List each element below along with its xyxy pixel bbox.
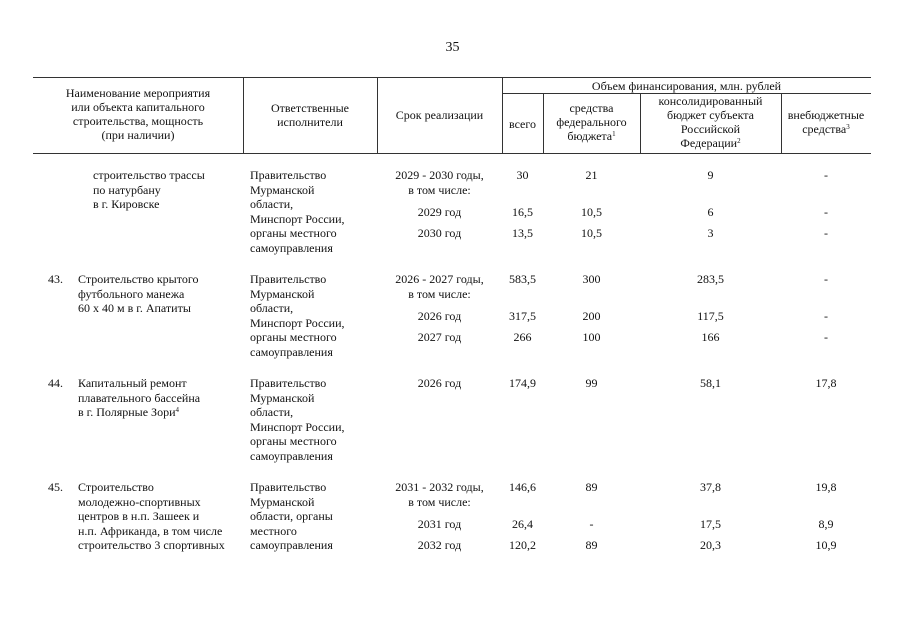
value-federal: 99: [585, 376, 598, 390]
value-extra: -: [824, 168, 828, 182]
value-total: 317,5: [509, 309, 536, 323]
row-period: 2026 год: [417, 309, 462, 323]
row-period: 2029 год: [417, 205, 462, 219]
value-extra: -: [824, 272, 828, 286]
footnote-mark: 2: [737, 137, 741, 145]
value-total: 174,9: [509, 376, 536, 390]
value-total: 26,4: [512, 517, 533, 531]
value-total: 30: [516, 168, 529, 182]
footnote-mark: 4: [175, 406, 179, 415]
value-federal: 300: [582, 272, 601, 286]
header-bottom-rule: [33, 153, 871, 154]
page-number: 35: [445, 40, 460, 55]
value-total: 16,5: [512, 205, 533, 219]
value-extra: 10,9: [815, 538, 837, 552]
row-name: Строительство крытого футбольного манежа 60 х 40 м в г. Апатиты: [78, 272, 199, 316]
header-name: Наименование мероприятия или объекта капитального строительства, мощность (при наличии): [65, 86, 211, 142]
value-federal: 10,5: [581, 205, 602, 219]
value-extra: 19,8: [815, 480, 837, 494]
value-extra: 17,8: [815, 376, 837, 390]
row-period: 2031 год: [417, 517, 462, 531]
row-period: 2026 - 2027 годы, в том числе:: [395, 272, 484, 301]
value-regional: 166: [701, 330, 720, 344]
row-period: 2027 год: [417, 330, 462, 344]
header-total: всего: [508, 117, 537, 131]
footnote-mark: 3: [846, 123, 850, 131]
row-period: 2026 год: [417, 376, 462, 390]
value-total: 13,5: [512, 226, 533, 240]
row-period: 2032 год: [417, 538, 462, 552]
row-name: строительство трассы по натурбану в г. Кировске: [93, 168, 205, 212]
value-total: 120,2: [509, 538, 536, 552]
value-extra: -: [824, 309, 828, 323]
value-extra: 8,9: [818, 517, 834, 531]
row-number: 43.: [48, 272, 63, 286]
row-responsible: Правительство Мурманской области, органы местного самоуправления: [250, 480, 333, 553]
value-total: 266: [513, 330, 532, 344]
row-number: 45.: [48, 480, 63, 494]
value-regional: 283,5: [697, 272, 724, 286]
value-total: 146,6: [509, 480, 536, 494]
value-federal: 21: [585, 168, 598, 182]
value-regional: 3: [707, 226, 714, 240]
value-federal: 89: [585, 538, 598, 552]
row-period: 2031 - 2032 годы, в том числе:: [395, 480, 484, 509]
header-federal: средства федерального бюджета$^1$: [556, 101, 627, 143]
header-funding-group: Объем финансирования, млн. рублей: [591, 79, 782, 93]
table-top-rule: [33, 77, 871, 78]
row-name: Строительство молодежно-спортивных центров в н.п. Зашеек и н.п. Африканда, в том числе строительство 3 спортивных: [78, 480, 225, 553]
value-regional: 117,5: [697, 309, 724, 323]
value-regional: 6: [707, 205, 714, 219]
value-regional: 17,5: [700, 517, 721, 531]
row-responsible: Правительство Мурманской области, Минспорт России, органы местного самоуправления: [250, 272, 345, 359]
footnote-mark: 1: [612, 130, 616, 138]
row-period: 2030 год: [417, 226, 462, 240]
header-regional: консолидированный бюджет субъекта Российской Федерации$^2$: [658, 94, 763, 150]
row-period: 2029 - 2030 годы, в том числе:: [395, 168, 484, 197]
value-extra: -: [824, 205, 828, 219]
value-extra: -: [824, 226, 828, 240]
value-regional: 58,1: [700, 376, 721, 390]
header-extra: внебюджетные средства$^3$: [787, 108, 865, 136]
value-federal: 200: [582, 309, 601, 323]
value-federal: 100: [582, 330, 601, 344]
value-federal: -: [589, 517, 594, 531]
header-responsible: Ответственные исполнители: [271, 101, 349, 129]
row-responsible: Правительство Мурманской области, Минспорт России, органы местного самоуправления: [250, 376, 345, 463]
value-regional: 37,8: [700, 480, 721, 494]
header-period: Срок реализации: [395, 108, 484, 122]
value-federal: 10,5: [581, 226, 602, 240]
row-number: 44.: [48, 376, 63, 390]
value-federal: 89: [585, 480, 598, 494]
row-name: Капитальный ремонт плавательного бассейна в г. Полярные Зори$^4$: [78, 376, 201, 420]
row-responsible: Правительство Мурманской области, Минспорт России, органы местного самоуправления: [250, 168, 345, 255]
value-total: 583,5: [509, 272, 536, 286]
value-regional: 20,3: [700, 538, 721, 552]
value-extra: -: [824, 330, 828, 344]
value-regional: 9: [707, 168, 714, 182]
